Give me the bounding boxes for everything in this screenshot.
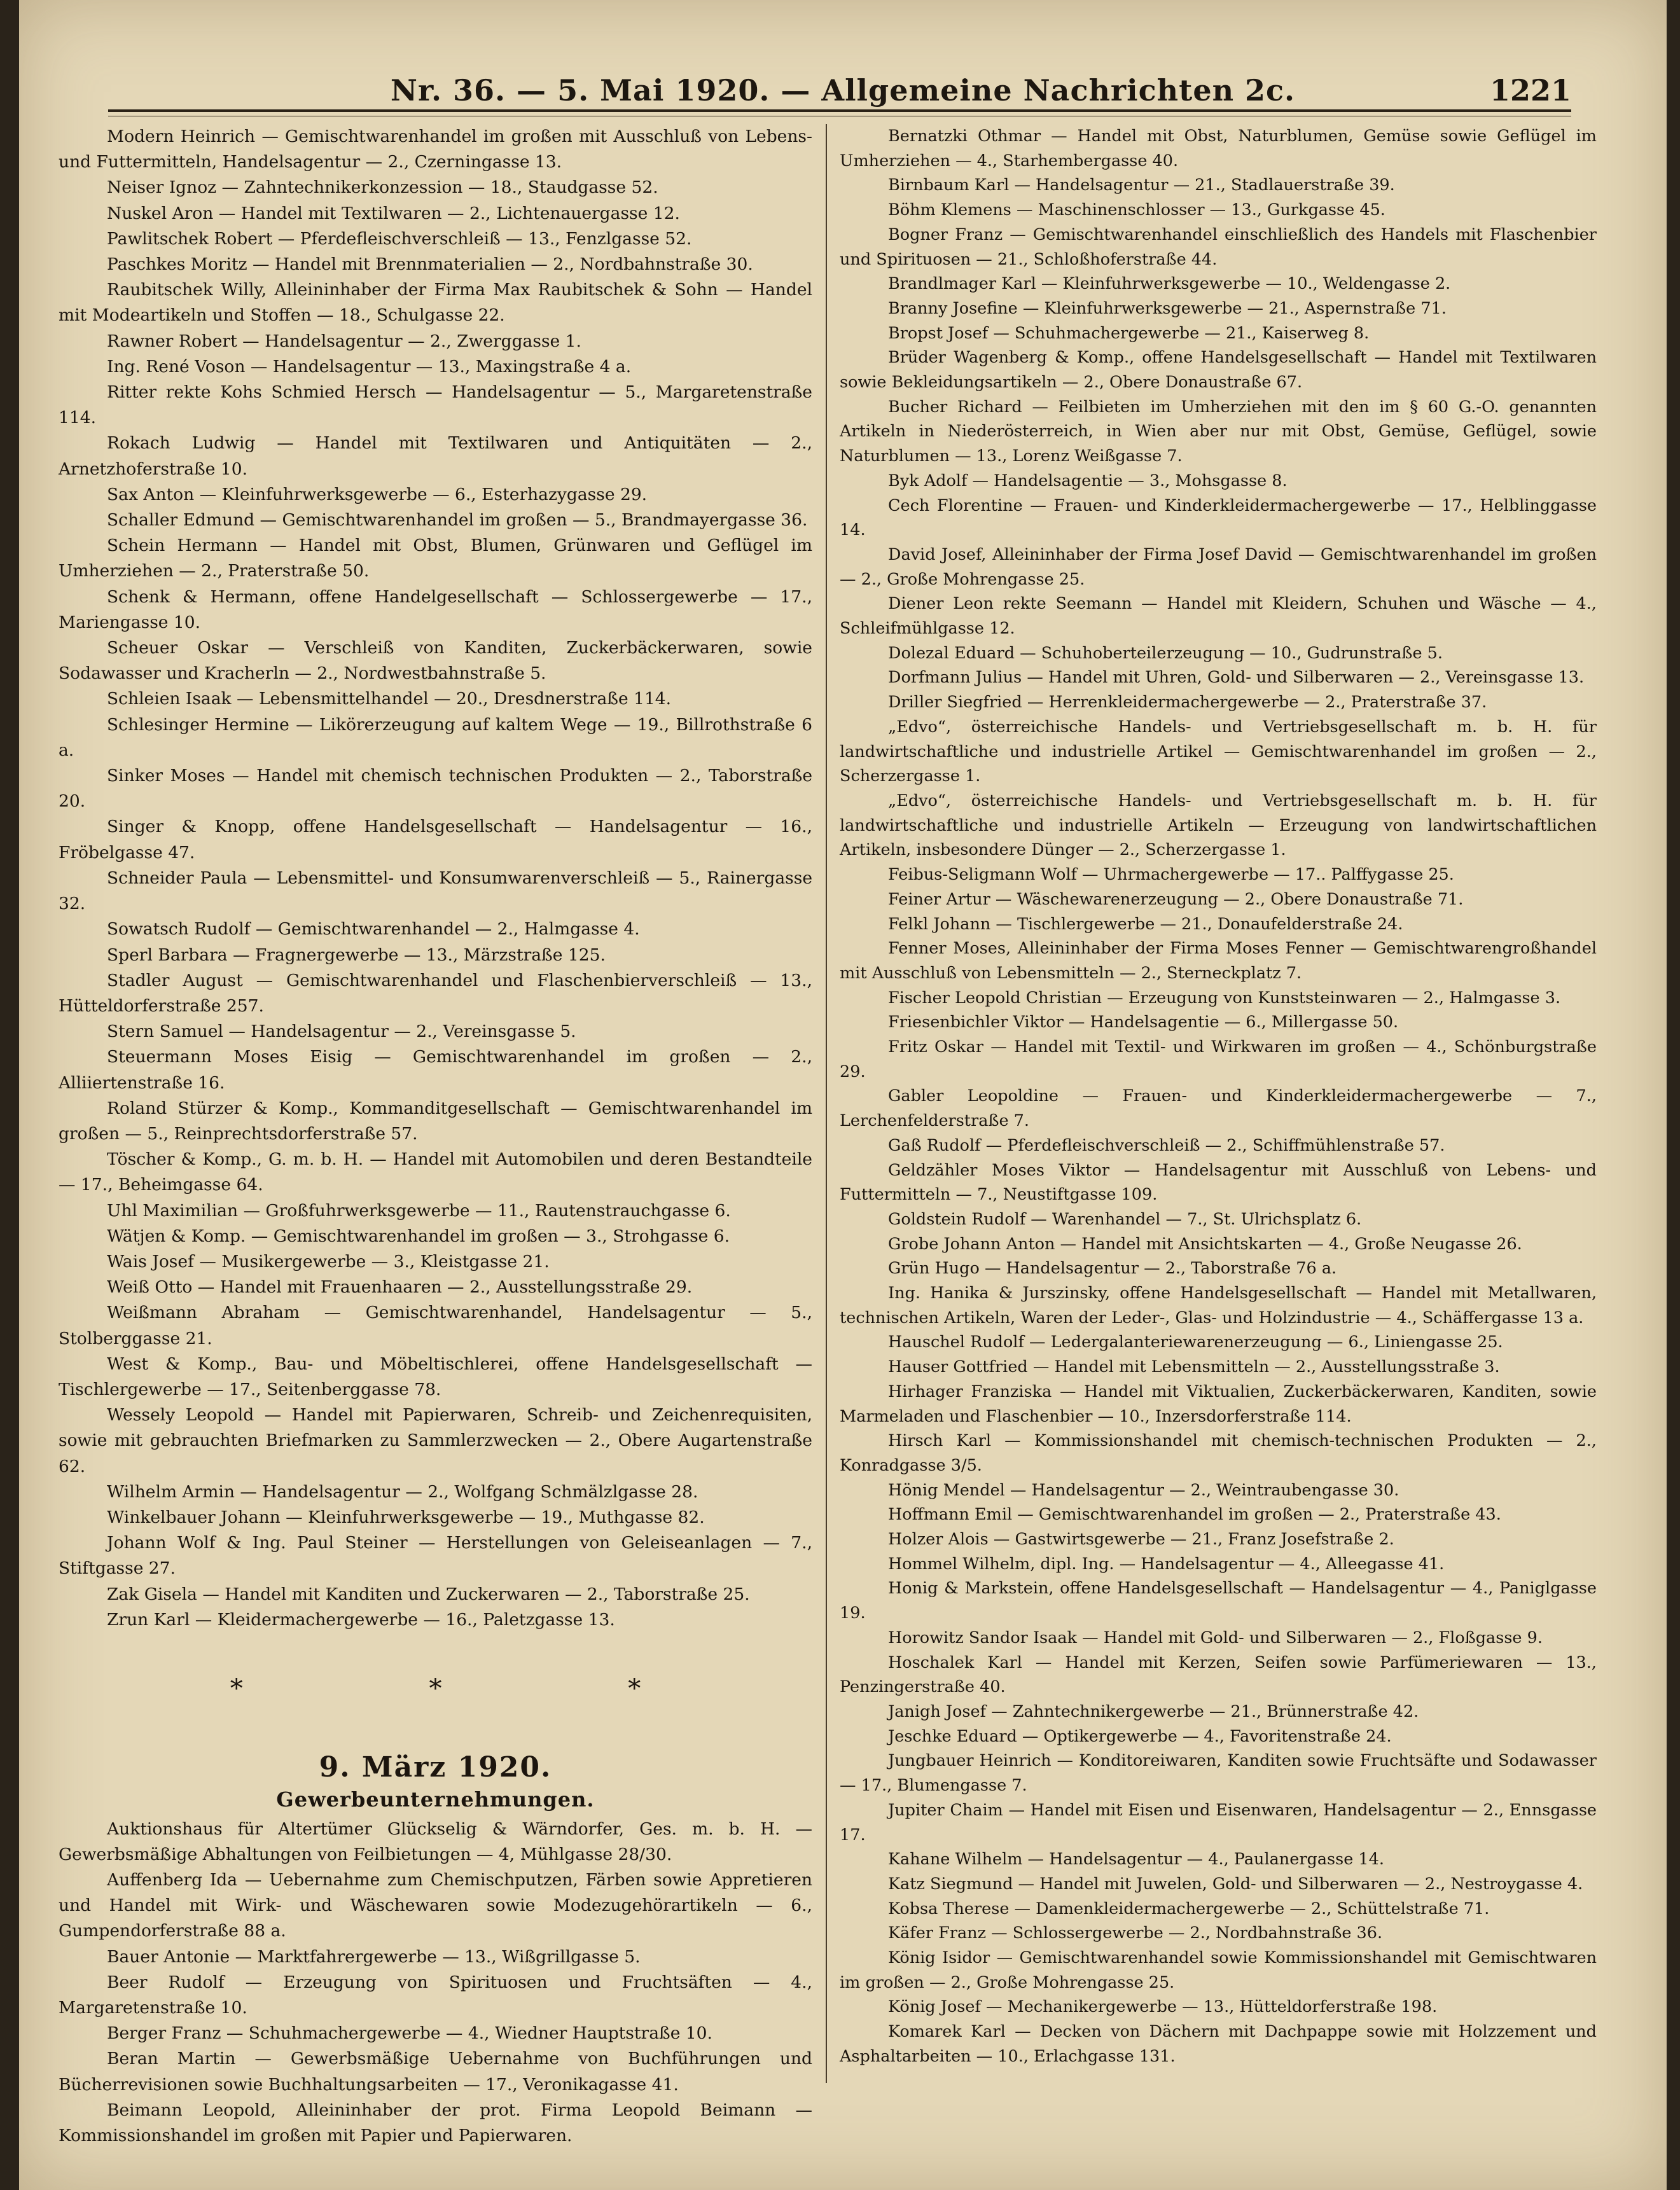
list-item: Böhm Klemens — Maschinenschlosser — 13., Gurkgasse 45.: [888, 200, 1385, 220]
list-item: Feibus-Seligmann Wolf — Uhrmachergewerbe — 17.. Palffygasse 25.: [888, 865, 1454, 885]
list-item: „Edvo“, österreichische Handels- und Vertriebsgesellschaft m. b. H. für landwirtschaftliche und industrielle Artikel — Gemischtwarenhandel im großen — 2., Scherzergasse 1.: [840, 717, 1597, 786]
list-item: Scheuer Oskar — Verschleiß von Kanditen, Zuckerbäckerwaren, sowie Sodawasser und Kracherln — 2., Nordwestbahnstraße 5.: [59, 638, 812, 684]
right-column: [840, 124, 1597, 2069]
list-item: Grobe Johann Anton — Handel mit Ansichtskarten — 4., Große Neugasse 26.: [888, 1234, 1522, 1254]
list-item: David Josef, Alleininhaber der Firma Josef David — Gemischtwarenhandel im großen — 2., Große Mohrengasse 25.: [840, 544, 1597, 589]
page-number: 1221: [1489, 73, 1571, 107]
list-item: Friesenbichler Viktor — Handelsagentie — 6., Millergasse 50.: [888, 1013, 1399, 1032]
list-item: Beer Rudolf — Erzeugung von Spirituosen und Fruchtsäften — 4., Margaretenstraße 10.: [59, 1972, 812, 2018]
list-item: Wessely Leopold — Handel mit Papierwaren, Schreib- und Zeichenrequisiten, sowie mit gebrauchten Briefmarken zu Sammlerzwecken — 2., Obere Augartenstraße 62.: [59, 1405, 812, 1476]
list-item: Hauser Gottfried — Handel mit Lebensmitteln — 2., Ausstellungsstraße 3.: [888, 1357, 1500, 1377]
list-item: Cech Florentine — Frauen- und Kinderkleidermachergewerbe — 17., Helblinggasse 14.: [840, 496, 1597, 540]
list-item: Ritter rekte Kohs Schmied Hersch — Handelsagentur — 5., Margaretenstraße 114.: [59, 382, 812, 428]
list-item: Pawlitschek Robert — Pferdefleischverschleiß — 13., Fenzlgasse 52.: [107, 228, 692, 249]
list-item: Brüder Wagenberg & Komp., offene Handelsgesellschaft — Handel mit Textilwaren sowie Bekleidungsartikeln — 2., Obere Donaustraße 67.: [840, 348, 1597, 392]
list-item: Schaller Edmund — Gemischtwarenhandel im großen — 5., Brandmayergasse 36.: [107, 510, 808, 530]
list-item: Hirsch Karl — Kommissionshandel mit chemisch-technischen Produkten — 2., Konradgasse 3/5.: [840, 1431, 1597, 1475]
list-item: Schlesinger Hermine — Likörerzeugung auf kaltem Wege — 19., Billrothstraße 6 a.: [59, 714, 812, 760]
list-item: Bucher Richard — Feilbieten im Umherziehen mit den im § 60 G.-O. genannten Artikeln in Niederösterreich, in Wien aber nur mit Obst, Gemüse, Geflügel, sowie Naturblumen — 13., Lorenz Weißgasse 7.: [840, 397, 1597, 466]
list-item: Hoschalek Karl — Handel mit Kerzen, Seifen sowie Parfümeriewaren — 13., Penzingerstraße 40.: [840, 1653, 1597, 1697]
right-entries: [840, 124, 1597, 2069]
header-rule: [108, 109, 1571, 112]
list-item: Neiser Ignoz — Zahntechnikerkonzession — 18., Staudgasse 52.: [107, 177, 658, 198]
list-item: Hönig Mendel — Handelsagentur — 2., Weintraubengasse 30.: [888, 1480, 1399, 1500]
list-item: Steuermann Moses Eisig — Gemischtwarenhandel im großen — 2., Alliiertenstraße 16.: [59, 1047, 812, 1093]
left-entries: [59, 124, 812, 1633]
list-item: Wais Josef — Musikergewerbe — 3., Kleistgasse 21.: [107, 1251, 550, 1272]
list-item: Schenk & Hermann, offene Handelgesellschaft — Schlossergewerbe — 17., Mariengasse 10.: [59, 586, 812, 632]
list-item: Sinker Moses — Handel mit chemisch technischen Produkten — 2., Taborstraße 20.: [59, 766, 812, 812]
list-item: Auktionshaus für Altertümer Glückselig & Wärndorfer, Ges. m. b. H. — Gewerbsmäßige Abhaltungen von Feilbietungen — 4, Mühlgasse 28/30.: [59, 1819, 812, 1864]
list-item: Goldstein Rudolf — Warenhandel — 7., St. Ulrichsplatz 6.: [888, 1209, 1362, 1229]
list-item: Töscher & Komp., G. m. b. H. — Handel mit Automobilen und deren Bestandteile — 17., Beheimgasse 64.: [59, 1149, 812, 1195]
list-item: Ing. René Voson — Handelsagentur — 13., Maxingstraße 4 a.: [107, 356, 632, 377]
list-item: Jeschke Eduard — Optikergewerbe — 4., Favoritenstraße 24.: [888, 1726, 1392, 1746]
section-separator: * * *: [230, 1674, 730, 1703]
newspaper-page: [19, 0, 1667, 2190]
list-item: Stadler August — Gemischtwarenhandel und Flaschenbierverschleiß — 13., Hütteldorferstraße 257.: [59, 970, 812, 1016]
list-item: Feiner Artur — Wäschewarenerzeugung — 2., Obere Donaustraße 71.: [888, 889, 1464, 909]
list-item: Brandlmager Karl — Kleinfuhrwerksgewerbe — 10., Weldengasse 2.: [888, 274, 1451, 294]
list-item: Bogner Franz — Gemischtwarenhandel einschließlich des Handels mit Flaschenbier und Spirituosen — 21., Schloßhoferstraße 44.: [840, 225, 1597, 269]
list-item: Sperl Barbara — Fragnergewerbe — 13., Märzstraße 125.: [107, 945, 606, 965]
list-item: Horowitz Sandor Isaak — Handel mit Gold- und Silberwaren — 2., Floßgasse 9.: [888, 1628, 1543, 1647]
list-item: Weiß Otto — Handel mit Frauenhaaren — 2., Ausstellungsstraße 29.: [107, 1277, 693, 1298]
list-item: Komarek Karl — Decken von Dächern mit Dachpappe sowie mit Holzzement und Asphaltarbeiten — 10., Erlachgasse 131.: [840, 2022, 1597, 2066]
list-item: Rawner Robert — Handelsagentur — 2., Zwerggasse 1.: [107, 331, 581, 351]
list-item: Sowatsch Rudolf — Gemischtwarenhandel — 2., Halmgasse 4.: [107, 919, 640, 939]
list-item: Uhl Maximilian — Großfuhrwerksgewerbe — 11., Rautenstrauchgasse 6.: [107, 1200, 731, 1221]
list-item: Grün Hugo — Handelsagentur — 2., Taborstraße 76 a.: [888, 1259, 1337, 1279]
list-item: „Edvo“, österreichische Handels- und Vertriebsgesellschaft m. b. H. für landwirtschaftliche und industrielle Artikeln — Erzeugung von landwirtschaftlichen Artikeln, insbesondere Dünger — 2., Scherzergasse 1.: [840, 791, 1597, 860]
list-item: Stern Samuel — Handelsagentur — 2., Vereinsgasse 5.: [107, 1022, 576, 1042]
list-item: Auffenberg Ida — Uebernahme zum Chemischputzen, Färben sowie Appretieren und Handel mit Wirk- und Wäschewaren sowie Modezugehörartikeln — 6., Gumpendorferstraße 88 a.: [59, 1870, 812, 1941]
list-item: Roland Stürzer & Komp., Kommanditgesellschaft — Gemischtwarenhandel im großen — 5., Reinprechtsdorferstraße 57.: [59, 1098, 812, 1144]
list-item: Nuskel Aron — Handel mit Textilwaren — 2., Lichtenauergasse 12.: [107, 203, 680, 223]
list-item: Winkelbauer Johann — Kleinfuhrwerksgewerbe — 19., Muthgasse 82.: [107, 1507, 705, 1527]
list-item: Gabler Leopoldine — Frauen- und Kinderkleidermachergewerbe — 7., Lerchenfelderstraße 7.: [840, 1086, 1597, 1131]
list-item: Driller Siegfried — Herrenkleidermachergewerbe — 2., Praterstraße 37.: [888, 693, 1487, 712]
list-item: Bauer Antonie — Marktfahrergewerbe — 13., Wißgrillgasse 5.: [107, 1946, 641, 1967]
list-item: Schleien Isaak — Lebensmittelhandel — 20., Dresdnerstraße 114.: [107, 689, 672, 709]
list-item: Bernatzki Othmar — Handel mit Obst, Naturblumen, Gemüse sowie Geflügel im Umherziehen — 4., Starhembergasse 40.: [840, 127, 1597, 170]
section-date-heading: 9. März 1920.: [319, 1751, 552, 1784]
list-item: Sax Anton — Kleinfuhrwerksgewerbe — 6., Esterhazygasse 29.: [107, 484, 648, 504]
list-item: Holzer Alois — Gastwirtsgewerbe — 21., Franz Josefstraße 2.: [888, 1530, 1394, 1549]
list-item: Kobsa Therese — Damenkleidermachergewerbe — 2., Schüttelstraße 71.: [888, 1899, 1490, 1918]
list-item: Dolezal Eduard — Schuhoberteilerzeugung — 10., Gudrunstraße 5.: [888, 643, 1443, 663]
list-item: Jupiter Chaim — Handel mit Eisen und Eisenwaren, Handelsagentur — 2., Ennsgasse 17.: [840, 1800, 1597, 1845]
list-item: Rokach Ludwig — Handel mit Textilwaren und Antiquitäten — 2., Arnetzhoferstraße 10.: [59, 433, 812, 479]
list-item: Hoffmann Emil — Gemischtwarenhandel im großen — 2., Praterstraße 43.: [888, 1505, 1501, 1525]
list-item: Weißmann Abraham — Gemischtwarenhandel, Handelsagentur — 5., Stolberggasse 21.: [59, 1303, 812, 1348]
list-item: Fenner Moses, Alleininhaber der Firma Moses Fenner — Gemischtwarengroßhandel mit Ausschluß von Lebensmitteln — 2., Sterneckplatz 7.: [840, 939, 1597, 983]
list-item: Fritz Oskar — Handel mit Textil- und Wirkwaren im großen — 4., Schönburgstraße 29.: [840, 1037, 1597, 1081]
list-item: Ing. Hanika & Jurszinsky, offene Handelsgesellschaft — Handel mit Metallwaren, technischen Artikeln, Waren der Leder-, Glas- und Holzindustrie — 4., Schäffergasse 13 a.: [840, 1284, 1597, 1327]
list-item: Modern Heinrich — Gemischtwarenhandel im großen mit Ausschluß von Lebens- und Futtermitteln, Handelsagentur — 2., Czerningasse 13.: [59, 127, 812, 172]
list-item: Wätjen & Komp. — Gemischtwarenhandel im großen — 3., Strohgasse 6.: [107, 1226, 730, 1246]
list-item: Schneider Paula — Lebensmittel- und Konsumwarenverschleiß — 5., Rainergasse 32.: [59, 868, 812, 914]
list-item: Diener Leon rekte Seemann — Handel mit Kleidern, Schuhen und Wäsche — 4., Schleifmühlgasse 12.: [840, 594, 1597, 639]
section-entries: [59, 1817, 812, 2149]
list-item: Berger Franz — Schuhmachergewerbe — 4., Wiedner Hauptstraße 10.: [107, 2023, 712, 2044]
list-item: Birnbaum Karl — Handelsagentur — 21., Stadlauerstraße 39.: [888, 176, 1395, 195]
list-item: Hommel Wilhelm, dipl. Ing. — Handelsagentur — 4., Alleegasse 41.: [888, 1554, 1445, 1574]
list-item: Felkl Johann — Tischlergewerbe — 21., Donaufelderstraße 24.: [888, 914, 1403, 934]
list-item: Beimann Leopold, Alleininhaber der prot. Firma Leopold Beimann — Kommissionshandel im großen mit Papier und Papierwaren.: [59, 2100, 812, 2146]
list-item: Gaß Rudolf — Pferdefleischverschleiß — 2., Schiffmühlenstraße 57.: [888, 1135, 1445, 1155]
list-item: Dorfmann Julius — Handel mit Uhren, Gold- und Silberwaren — 2., Vereinsgasse 13.: [888, 668, 1585, 688]
list-item: Honig & Markstein, offene Handelsgesellschaft — Handelsagentur — 4., Paniglgasse 19.: [840, 1579, 1597, 1623]
list-item: Katz Siegmund — Handel mit Juwelen, Gold- und Silberwaren — 2., Nestroygasse 4.: [888, 1874, 1583, 1894]
list-item: Hirhager Franziska — Handel mit Viktualien, Zuckerbäckerwaren, Kanditen, sowie Marmeladen und Flaschenbier — 10., Inzersdorferstraße 114.: [840, 1382, 1597, 1426]
list-item: West & Komp., Bau- und Möbeltischlerei, offene Handelsgesellschaft — Tischlergewerbe — 17., Seitenberggasse 78.: [59, 1354, 812, 1399]
list-item: Janigh Josef — Zahntechnikergewerbe — 21., Brünnerstraße 42.: [888, 1702, 1419, 1721]
list-item: Schein Hermann — Handel mit Obst, Blumen, Grünwaren und Geflügel im Umherziehen — 2., Praterstraße 50.: [59, 536, 812, 581]
list-item: Johann Wolf & Ing. Paul Steiner — Herstellungen von Geleiseanlagen — 7., Stiftgasse 27.: [59, 1533, 812, 1579]
left-column: [59, 124, 812, 2149]
list-item: Singer & Knopp, offene Handelsgesellschaft — Handelsagentur — 16., Fröbelgasse 47.: [59, 817, 812, 863]
list-item: Paschkes Moritz — Handel mit Brennmaterialien — 2., Nordbahnstraße 30.: [107, 254, 753, 275]
list-item: Jungbauer Heinrich — Konditoreiwaren, Kanditen sowie Fruchtsäfte und Sodawasser — 17., Blumengasse 7.: [840, 1751, 1597, 1796]
list-item: König Isidor — Gemischtwarenhandel sowie Kommissionshandel mit Gemischtwaren im großen — 2., Große Mohrengasse 25.: [840, 1948, 1597, 1992]
list-item: Beran Martin — Gewerbsmäßige Uebernahme von Buchführungen und Bücherrevisionen sowie Buchhaltungsarbeiten — 17., Veronikagasse 41.: [59, 2049, 812, 2095]
list-item: Kahane Wilhelm — Handelsagentur — 4., Paulanergasse 14.: [888, 1850, 1384, 1869]
column-divider: [826, 124, 827, 2083]
list-item: Wilhelm Armin — Handelsagentur — 2., Wolfgang Schmälzlgasse 28.: [107, 1481, 698, 1502]
section-subheading: Gewerbeunternehmungen.: [276, 1787, 595, 1812]
list-item: Byk Adolf — Handelsagentie — 3., Mohsgasse 8.: [888, 471, 1288, 490]
list-item: Fischer Leopold Christian — Erzeugung von Kunststeinwaren — 2., Halmgasse 3.: [888, 988, 1561, 1008]
list-item: Geldzähler Moses Viktor — Handelsagentur mit Ausschluß von Lebens- und Futtermitteln — 7., Neustiftgasse 109.: [840, 1160, 1597, 1205]
list-item: König Josef — Mechanikergewerbe — 13., Hütteldorferstraße 198.: [888, 1997, 1438, 2017]
list-item: Branny Josefine — Kleinfuhrwerksgewerbe — 21., Aspernstraße 71.: [888, 298, 1447, 318]
list-item: Zrun Karl — Kleidermachergewerbe — 16., Paletzgasse 13.: [107, 1609, 615, 1630]
list-item: Bropst Josef — Schuhmachergewerbe — 21., Kaiserweg 8.: [888, 323, 1370, 343]
list-item: Käfer Franz — Schlossergewerbe — 2., Nordbahnstraße 36.: [888, 1923, 1383, 1943]
page-title: Nr. 36. — 5. Mai 1920. — Allgemeine Nachrichten 2c.: [390, 73, 1296, 107]
list-item: Hauschel Rudolf — Ledergalanteriewarenerzeugung — 6., Liniengasse 25.: [888, 1333, 1503, 1352]
list-item: Zak Gisela — Handel mit Kanditen und Zuckerwaren — 2., Taborstraße 25.: [107, 1584, 750, 1604]
list-item: Raubitschek Willy, Alleininhaber der Firma Max Raubitschek & Sohn — Handel mit Modeartikeln und Stoffen — 18., Schulgasse 22.: [59, 280, 812, 326]
